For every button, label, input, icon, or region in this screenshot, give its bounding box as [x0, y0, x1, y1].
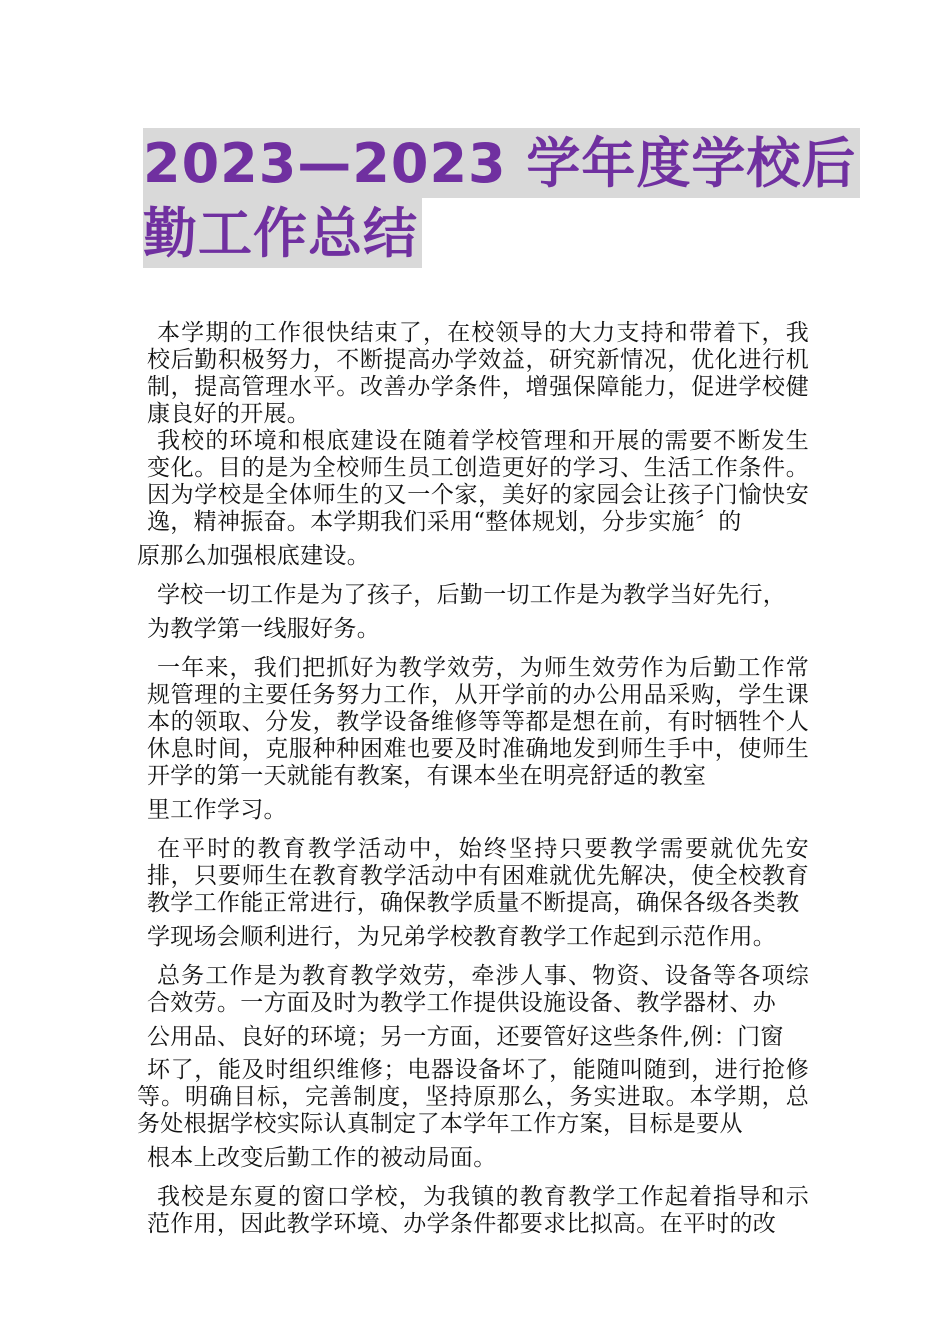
paragraph-tail: 学现场会顺利进行，为兄弟学校教育教学工作起到示范作用。: [147, 924, 777, 950]
paragraph-2: [137, 428, 809, 572]
paragraph-tail: 里工作学习。: [147, 797, 287, 823]
paragraph-text: 我校是东夏的窗口学校，为我镇的教育教学工作起着指导和示范作用，因此教学环境、办学条件都要求比拟高。在平时的改: [147, 1184, 809, 1237]
title-line-1: 2023—2023 学年度学校后: [143, 128, 860, 198]
paragraph-line: 坏了，能及时组织维修；电器设备坏了，能随叫随到，进行抢修等。明确目标，完善制度，坚持原那么，务实进取。本学期，总务处根据学校实际认真制定了本学年工作方案，目标是要从: [137, 1057, 809, 1137]
paragraph-tail: 根本上改变后勤工作的被动局面。: [147, 1145, 497, 1171]
paragraph-6: [137, 963, 809, 1174]
paragraph-1: [147, 320, 809, 428]
paragraph-text: 在平时的教育教学活动中，始终坚持只要教学需要就优先安排，只要师生在教育教学活动中有困难就优先解决，使全校教育教学工作能正常进行，确保教学质量不断提高，确保各级各类教: [147, 836, 809, 916]
paragraph-5: [147, 836, 809, 953]
document-body: [137, 320, 809, 1238]
paragraph-text: 我校的环境和根底建设在随着学校管理和开展的需要不断发生变化。目的是为全校师生员工创造更好的学习、生活工作条件。因为学校是全体师生的又一个家，美好的家园会让孩子门愉快安逸，精神振奋。本学期我们采用“整体规划，分步实施〞的: [147, 428, 809, 535]
paragraph-4: [147, 655, 809, 826]
paragraph-text: 本学期的工作很快结束了，在校领导的大力支持和带着下，我校后勤积极努力，不断提高办学效益，研究新情况，优化进行机制，提高管理水平。改善办学条件，增强保障能力，促进学校健康良好的开展。: [147, 320, 809, 427]
paragraph-text: 学校一切工作是为了孩子，后勤一切工作是为教学当好先行，: [157, 582, 787, 608]
paragraph-tail: 原那么加强根底建设。: [137, 543, 370, 569]
paragraph-line: 公用品、良好的环境；另一方面，还要管好这些条件,例：门窗: [147, 1024, 784, 1050]
document-title: [143, 128, 857, 268]
paragraph-7: [147, 1184, 809, 1238]
paragraph-text: 一年来，我们把抓好为教学效劳，为师生效劳作为后勤工作常规管理的主要任务努力工作，从开学前的办公用品采购，学生课本的领取、分发，教学设备维修等等都是想在前，有时牺牲个人休息时间，克服种种困难也要及时准确地发到师生手中，使师生开学的第一天就能有教案，有课本坐在明亮舒适的教室: [147, 655, 809, 789]
paragraph-text: 总务工作是为教育教学效劳，牵涉人事、物资、设备等各项综合效劳。一方面及时为教学工作提供设施设备、教学器材、办: [147, 963, 809, 1016]
paragraph-tail: 为教学第一线服好务。: [147, 616, 380, 642]
paragraph-3: [147, 582, 809, 645]
title-line-2: 勤工作总结: [143, 198, 422, 268]
